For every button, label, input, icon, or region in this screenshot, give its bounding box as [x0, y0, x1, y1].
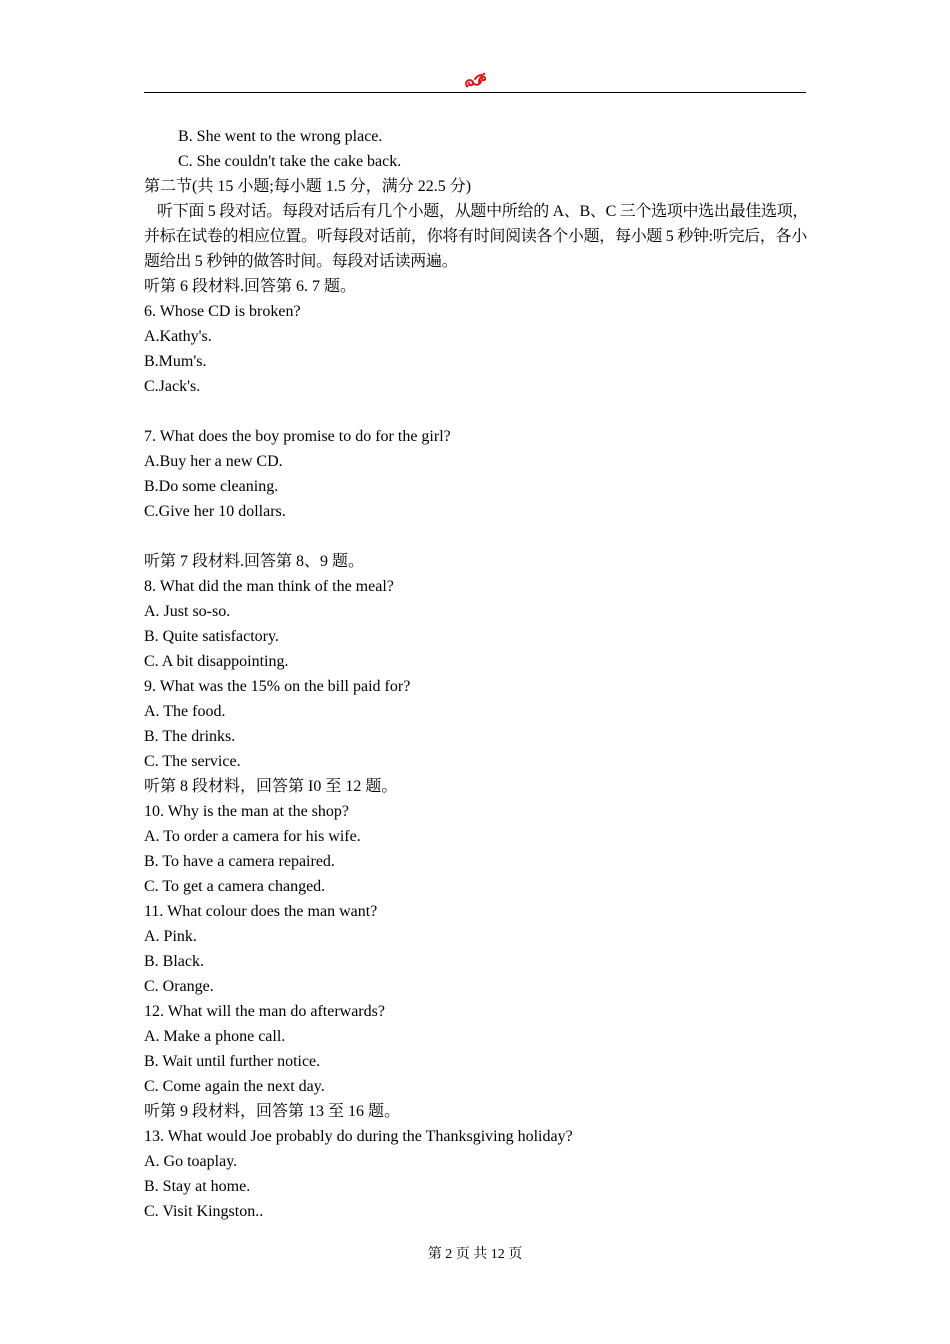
segment9-intro: 听第 9 段材料，回答第 13 至 16 题。 — [144, 1103, 401, 1120]
q9-option-b: B. The drinks. — [144, 728, 236, 745]
q9-option-c: C. The service. — [144, 753, 241, 770]
segment8-intro: 听第 8 段材料，回答第 I0 至 12 题。 — [144, 778, 398, 795]
q10-option-b: B. To have a camera repaired. — [144, 853, 335, 870]
q9-question: 9. What was the 15% on the bill paid for? — [144, 678, 411, 695]
q10-option-c: C. To get a camera changed. — [144, 878, 326, 895]
part1-option-c: C. She couldn't take the cake back. — [178, 153, 402, 170]
q8-option-c: C. A bit disappointing. — [144, 653, 289, 670]
q8-option-a: A. Just so-so. — [144, 603, 231, 620]
page-footer: 第 2 页 共 12 页 — [427, 1247, 523, 1262]
q12-question: 12. What will the man do afterwards? — [144, 1003, 385, 1020]
q8-question: 8. What did the man think of the meal? — [144, 578, 394, 595]
q6-option-c: C.Jack's. — [144, 378, 201, 395]
q7-question: 7. What does the boy promise to do for the girl? — [144, 428, 451, 445]
blank-line — [144, 399, 816, 424]
q6-question: 6. Whose CD is broken? — [144, 303, 301, 320]
q12-option-a: A. Make a phone call. — [144, 1028, 286, 1045]
document-body — [144, 124, 816, 1224]
q13-option-b: B. Stay at home. — [144, 1178, 251, 1195]
red-swirl-logo-icon — [462, 70, 488, 90]
header-rule — [144, 92, 806, 93]
section2-heading: 第二节(共 15 小题;每小题 1.5 分，满分 22.5 分) — [144, 178, 472, 195]
q7-option-c: C.Give her 10 dollars. — [144, 503, 286, 520]
q8-option-b: B. Quite satisfactory. — [144, 628, 279, 645]
q7-option-a: A.Buy her a new CD. — [144, 453, 283, 470]
q9-option-a: A. The food. — [144, 703, 226, 720]
q6-option-b: B.Mum's. — [144, 353, 207, 370]
segment6-intro: 听第 6 段材料.回答第 6. 7 题。 — [144, 278, 357, 295]
part1-option-b: B. She went to the wrong place. — [178, 128, 383, 145]
section2-instructions: 听下面 5 段对话。每段对话后有几个小题，从题中所给的 A、B、C 三个选项中选出最佳选项，并标在试卷的相应位置。听每段对话前，你将有时间阅读各个小题，每小题 5 秒钟:听完后，各小题给出 5 秒钟的做答时间。每段对话读两遍。 — [144, 203, 809, 270]
q11-option-b: B. Black. — [144, 953, 204, 970]
q13-question: 13. What would Joe probably do during the Thanksgiving holiday? — [144, 1128, 573, 1145]
q11-option-c: C. Orange. — [144, 978, 214, 995]
q11-option-a: A. Pink. — [144, 928, 197, 945]
q10-option-a: A. To order a camera for his wife. — [144, 828, 361, 845]
q7-option-b: B.Do some cleaning. — [144, 478, 279, 495]
q10-question: 10. Why is the man at the shop? — [144, 803, 349, 820]
q13-option-c: C. Visit Kingston.. — [144, 1203, 264, 1220]
blank-line — [144, 524, 816, 549]
q13-option-a: A. Go toaplay. — [144, 1153, 238, 1170]
q6-option-a: A.Kathy's. — [144, 328, 212, 345]
q12-option-b: B. Wait until further notice. — [144, 1053, 321, 1070]
q12-option-c: C. Come again the next day. — [144, 1078, 325, 1095]
q11-question: 11. What colour does the man want? — [144, 903, 378, 920]
segment7-intro: 听第 7 段材料.回答第 8、9 题。 — [144, 553, 365, 570]
